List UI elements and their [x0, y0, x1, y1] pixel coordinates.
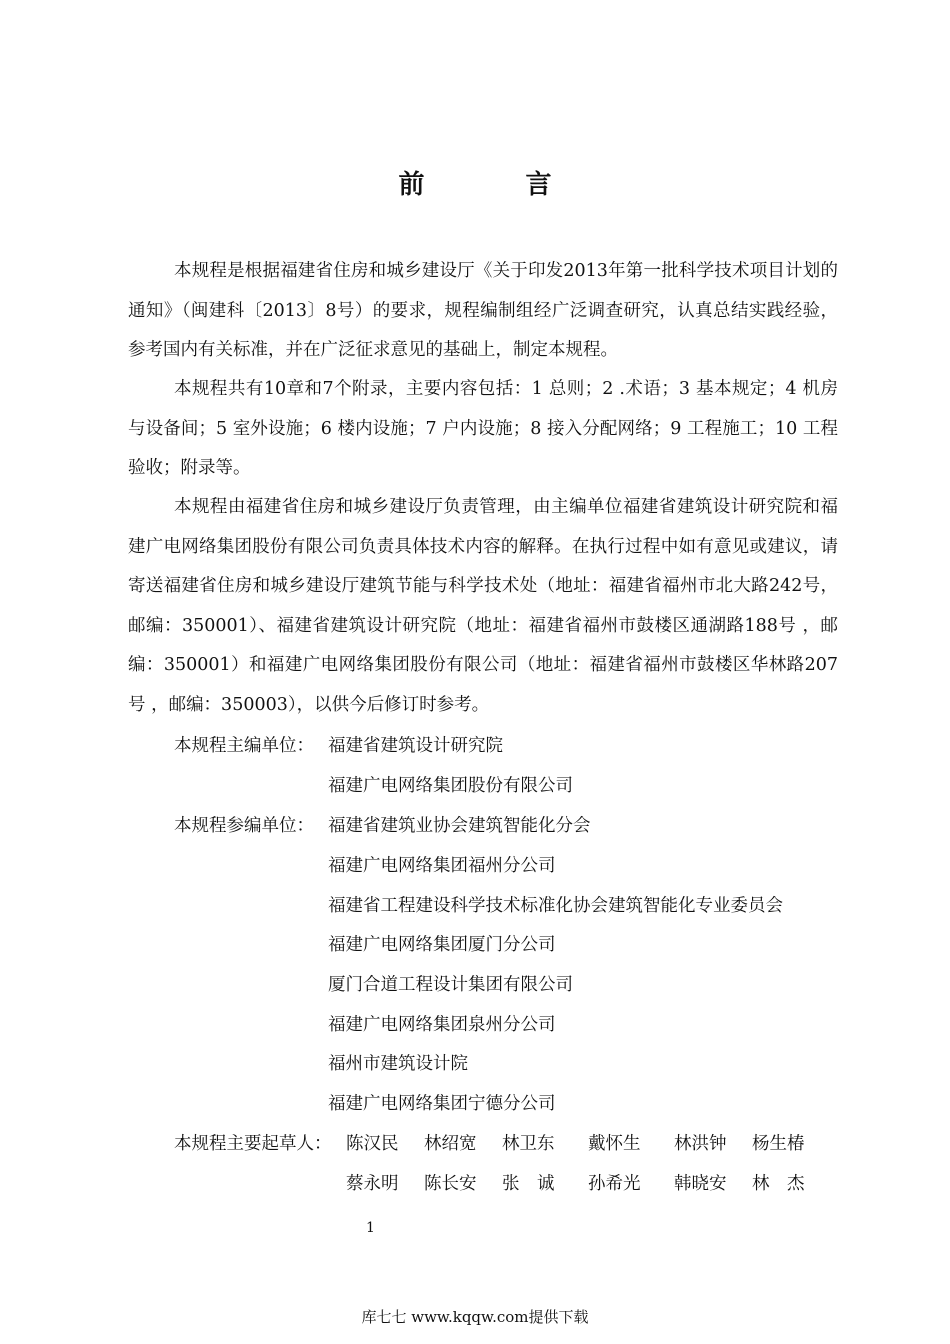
drafter-name: 林绍宽 [424, 1134, 477, 1154]
preface-paragraph-3: 本规程由福建省住房和城乡建设厅负责管理，由主编单位福建省建筑设计研究院和福建广电网络集团股份有限公司负责具体技术内容的解释。在执行过程中如有意见或建议，请寄送福建省住房和城乡建设厅建筑节能与科学技术处（地址：福建省福州市北大路242号，邮编：350001）、福建省建筑设计研究院（地址：福建省福州市鼓楼区通湖路188号 ，邮编：350001）和福建广电网络集团股份有限公司（地址：福建省福州市鼓楼区华林路207号 ，邮编：350003），以供今后修订时参考。 [128, 497, 838, 715]
participating-unit-item: 福建广电网络集团福州分公司 [328, 856, 556, 876]
drafter-name: 林洪钟 [674, 1134, 727, 1154]
footer-watermark: 库七七 www.kqqw.com提供下载 [361, 1308, 589, 1326]
drafter-name: 韩晓安 [674, 1174, 727, 1194]
drafter-name: 林 杰 [752, 1174, 805, 1194]
drafter-name: 杨生椿 [752, 1134, 805, 1154]
drafter-name: 孙希光 [588, 1174, 641, 1194]
drafter-name: 蔡永明 [346, 1174, 399, 1194]
drafter-name: 戴怀生 [588, 1134, 641, 1154]
participating-unit-item: 福州市建筑设计院 [328, 1054, 468, 1074]
participating-units-label: 本规程参编单位： [174, 816, 314, 836]
participating-unit-item: 福建广电网络集团宁德分公司 [328, 1094, 556, 1114]
page-number: 1 [366, 1220, 375, 1236]
chief-units-label: 本规程主编单位： [174, 736, 314, 756]
participating-unit-item: 厦门合道工程设计集团有限公司 [328, 975, 573, 995]
preface-paragraph-1: 本规程是根据福建省住房和城乡建设厅《关于印发2013年第一批科学技术项目计划的通知》（闽建科〔2013〕8号）的要求，规程编制组经广泛调查研究，认真总结实践经验，参考国内有关标准，并在广泛征求意见的基础上，制定本规程。 [128, 261, 838, 360]
chief-unit-item: 福建广电网络集团股份有限公司 [328, 776, 573, 796]
preface-paragraph-2: 本规程共有10章和7个附录，主要内容包括：1 总则；2 .术语；3 基本规定；4 机房与设备间；5 室外设施；6 楼内设施；7 户内设施；8 接入分配网络；9 工程施工；10 工程验收；附录等。 [128, 379, 838, 478]
drafter-name: 陈长安 [424, 1174, 477, 1194]
drafter-name: 陈汉民 [346, 1134, 399, 1154]
participating-unit-item: 福建省工程建设科学技术标准化协会建筑智能化专业委员会 [328, 896, 783, 916]
drafter-name: 林卫东 [502, 1134, 555, 1154]
participating-unit-item: 福建省建筑业协会建筑智能化分会 [328, 816, 591, 836]
chief-unit-item: 福建省建筑设计研究院 [328, 736, 503, 756]
participating-unit-item: 福建广电网络集团泉州分公司 [328, 1015, 556, 1035]
drafters-label: 本规程主要起草人： [174, 1134, 332, 1154]
drafter-name: 张 诚 [502, 1174, 555, 1194]
page-title: 前 言 [398, 170, 598, 200]
participating-unit-item: 福建广电网络集团厦门分公司 [328, 935, 556, 955]
